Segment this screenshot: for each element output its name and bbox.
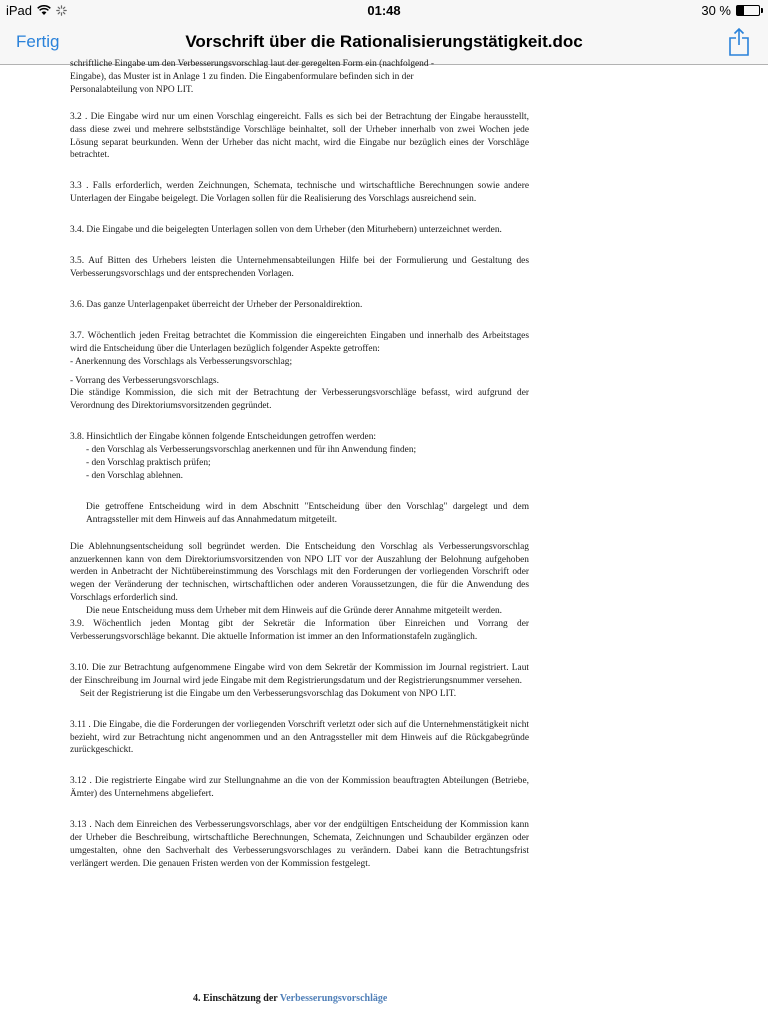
paragraph-decision: Die getroffene Entscheidung wird in dem Abschnitt "Entscheidung über den Vorschlag" dargelegt und dem Antragssteller mit dem Hinweis auf das Annahmedatum mitgeteilt. bbox=[86, 501, 529, 525]
section-heading-prefix: 4. Einschätzung der bbox=[193, 993, 278, 1004]
paragraph-3-10-b: Seit der Registrierung ist die Eingabe um den Verbesserungsvorschlag das Dokument von NPO LIT. bbox=[80, 688, 457, 699]
list-item: - Anerkennung des Vorschlags als Verbesserungsvorschlag; bbox=[70, 356, 293, 367]
paragraph-3-9: 3.9. Wöchentlich jeden Montag gibt der Sekretär die Information über Einreichen und Vorrang der Verbesserungsvorschläge bekannt. Die aktuelle Information ist immer an den Informationstafeln zugänglich. bbox=[70, 619, 529, 642]
paragraph-3-1-line2: Eingabe), das Muster ist in Anlage 1 zu finden. Die Eingabenformulare befinden sich in der bbox=[70, 71, 414, 82]
list-item: - den Vorschlag als Verbesserungsvorschlag anerkennen und für ihn Anwendung finden; bbox=[86, 445, 417, 456]
paragraph-3-6: 3.6. Das ganze Unterlagenpaket überreicht der Urheber der Personaldirektion. bbox=[70, 299, 363, 310]
list-item: - Vorrang des Verbesserungsvorschlags. bbox=[70, 375, 219, 386]
document-title: Vorschrift über die Rationalisierungstätigkeit.doc bbox=[185, 32, 583, 51]
paragraph-3-13: 3.13 . Nach dem Einreichen des Verbesserungsvorschlags, aber vor der endgültigen Entscheidung der Kommission kann der Urheber die Beschreibung, wirtschaftliche Berechnungen, Schemata, Zeichnungen und Schaubilder ergänzen oder umgestalten, ohne den Sachverhalt des Verbesserungsvorschlages zu verändern. Dabei kann die Betrachtungsfrist verlängert werden. Die genauen Fristen werden von der Kommission festgelegt. bbox=[70, 820, 529, 869]
paragraph-3-12: 3.12 . Die registrierte Eingabe wird zur Stellungnahme an die von der Kommission beauftragten Abteilungen (Betriebe, Ämter) des Unternehmens abgeliefert. bbox=[70, 776, 529, 800]
share-icon[interactable] bbox=[728, 27, 750, 57]
list-item: - den Vorschlag ablehnen. bbox=[86, 470, 184, 481]
section-heading-link: Verbesserungsvorschläge bbox=[279, 993, 388, 1004]
paragraph-rejection: Die Ablehnungsentscheidung soll begründet werden. Die Entscheidung den Vorschlag als Verbesserungsvorschlag anzuerkennen kann von dem Direktoriumsvorsitzenden von NPO LIT vor der Auszahlung der Belohnung aufgehoben werden in Anbetracht der Nichtübereinstimmung des Vorschlags mit den Forderungen der vorliegenden Vorschrift oder wegen der Veränderung der technischen, wirtschaftlichen oder anderen Voraussetzungen, die für die Anwendung des Vorschlags erforderlich sind. bbox=[70, 541, 529, 604]
paragraph-3-5: 3.5. Auf Bitten des Urhebers leisten die Unternehmensabteilungen Hilfe bei der Formulierung und Gestaltung des Verbesserungsvorschlags und der entsprechenden Vorlagen. bbox=[70, 256, 529, 279]
paragraph-new-decision: Die neue Entscheidung muss dem Urheber mit dem Hinweis auf die Gründe derer Annahme mitgeteilt werden. bbox=[86, 606, 503, 617]
done-button[interactable]: Fertig bbox=[16, 32, 60, 51]
paragraph-3-2: 3.2 . Die Eingabe wird nur um einen Vorschlag eingereicht. Falls es sich bei der Betrachtung der Eingabe herausstellt, dass diese zwei und mehrere selbstständige Vorschläge beinhaltet, soll der Urheber innerhalb von zwei Wochen jede Lösung separat beurkunden. Wenn der Urheber das nicht macht, wird die Eingabe nur bezüglich eines der Vorschläge betrachtet. bbox=[70, 111, 529, 161]
status-bar bbox=[0, 0, 768, 20]
paragraph-3-3: 3.3 . Falls erforderlich, werden Zeichnungen, Schemata, technische und wirtschaftliche Berechnungen sowie andere Unterlagen der Eingabe beigelegt. Die Vorlagen sollen für die Realisierung des Vorschlags ausreichend sein. bbox=[70, 181, 529, 205]
paragraph-3-7: 3.7. Wöchentlich jeden Freitag betrachtet die Kommission die eingereichten Eingaben und innerhalb des Arbeitstages wird die Entscheidung über die Unterlagen bezüglich folgender Aspekte getroffen: bbox=[70, 330, 529, 354]
paragraph-3-8: 3.8. Hinsichtlich der Eingabe können folgende Entscheidungen getroffen werden: bbox=[70, 432, 376, 443]
paragraph-3-10: 3.10. Die zur Betrachtung aufgenommene Eingabe wird von dem Sekretär der Kommission im Journal registriert. Laut der Einschreibung im Journal wird jede Eingabe mit dem Registrierungsdatum und der Registrierungsnummer versehen. bbox=[70, 662, 529, 686]
battery-level bbox=[737, 6, 744, 15]
clock: 01:48 bbox=[367, 3, 401, 18]
status-right bbox=[701, 3, 760, 18]
paragraph-3-4: 3.4. Die Eingabe und die beigelegten Unterlagen sollen von dem Urheber (den Miturhebern) unterzeichnet werden. bbox=[70, 225, 502, 236]
list-item: - den Vorschlag praktisch prüfen; bbox=[86, 458, 211, 469]
section-heading-4 bbox=[193, 993, 387, 1004]
paragraph-3-11: 3.11 . Die Eingabe, die die Forderungen der vorliegenden Vorschrift verletzt oder sich auf die Unternehmenstätigkeit nicht bezieht, wird zur Betrachtung nicht angenommen und an den Antragssteller mit dem Hinweis auf die Rückgabegründe zurückgeschickt. bbox=[70, 719, 529, 756]
paragraph-3-1-line1: schriftliche Eingabe um den Verbesserungsvorschlag laut der geregelten Form ein (nachfolgend - bbox=[70, 59, 435, 69]
battery-percent: 30 % bbox=[701, 3, 731, 18]
document-body bbox=[70, 58, 529, 871]
battery-icon bbox=[736, 5, 760, 16]
device-label: iPad bbox=[6, 3, 33, 18]
paragraph-3-7-commission: Die ständige Kommission, die sich mit der Betrachtung der Verbesserungsvorschläge befasst, wird aufgrund der Verordnung des Direktoriumsvorsitzenden gegründet. bbox=[70, 388, 529, 412]
paragraph-3-1-line3: Personalabteilung von NPO LIT. bbox=[70, 84, 194, 95]
